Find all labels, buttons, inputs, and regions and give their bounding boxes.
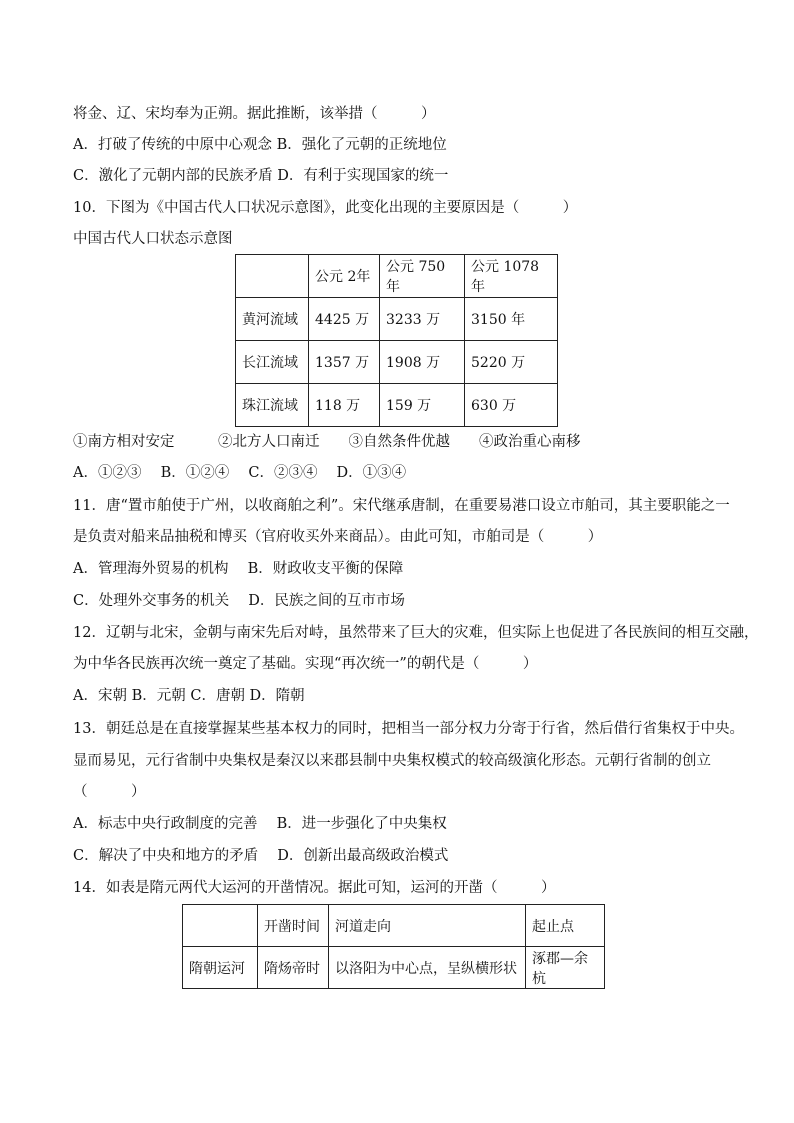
option-line: C．激化了元朝内部的民族矛盾 D．有利于实现国家的统一 bbox=[73, 168, 449, 184]
table-cell: 1357 万 bbox=[309, 341, 380, 384]
table-cell: 黄河流域 bbox=[236, 298, 309, 341]
option-statements: ①南方相对安定 ②北方人口南迁 ③自然条件优越 ④政治重心南移 bbox=[73, 434, 581, 450]
table-cell bbox=[183, 905, 258, 947]
table-cell: 118 万 bbox=[309, 384, 380, 427]
table-row bbox=[183, 947, 605, 989]
text-line: 将金、辽、宋均奉为正朔。据此推断，该举措（ ） bbox=[73, 106, 436, 122]
table-cell: 3150 年 bbox=[465, 298, 558, 341]
table-cell: 开凿时间 bbox=[258, 905, 329, 947]
table-cell: 以洛阳为中心点，呈纵横形状 bbox=[329, 947, 526, 989]
text-line: 显而易见，元行省制中央集权是秦汉以来郡县制中央集权模式的较高级演化形态。元朝行省制的创立 bbox=[73, 753, 711, 769]
table-cell: 159 万 bbox=[380, 384, 465, 427]
table-cell: 1908 万 bbox=[380, 341, 465, 384]
answer-blank: （ ） bbox=[73, 784, 146, 800]
option-line: A．管理海外贸易的机构 B．财政收支平衡的保障 bbox=[73, 561, 404, 577]
table-header-row bbox=[236, 255, 558, 298]
option-line: A．标志中央行政制度的完善 B．进一步强化了中央集权 bbox=[73, 816, 447, 832]
table-cell: 长江流域 bbox=[236, 341, 309, 384]
question-13: 13．朝廷总是在直接掌握某些基本权力的同时，把相当一部分权力分寄于行省，然后借行省集权于中央。 bbox=[73, 721, 744, 737]
table-cell: 4425 万 bbox=[309, 298, 380, 341]
option-line: A．宋朝 B．元朝 C．唐朝 D．隋朝 bbox=[73, 688, 305, 704]
option-line: C．处理外交事务的机关 D．民族之间的互市市场 bbox=[73, 593, 405, 609]
table-cell: 630 万 bbox=[465, 384, 558, 427]
table-cell: 公元 1078 年 bbox=[465, 255, 558, 298]
question-14: 14．如表是隋元两代大运河的开凿情况。据此可知，运河的开凿（ ） bbox=[73, 880, 556, 896]
table-cell: 隋炀帝时 bbox=[258, 947, 329, 989]
table-row bbox=[236, 298, 558, 341]
table-cell: 河道走向 bbox=[329, 905, 526, 947]
table-cell: 珠江流域 bbox=[236, 384, 309, 427]
table-cell: 公元 750 年 bbox=[380, 255, 465, 298]
question-10: 10．下图为《中国古代人口状况示意图》，此变化出现的主要原因是（ ） bbox=[73, 200, 578, 216]
table-cell: 3233 万 bbox=[380, 298, 465, 341]
table-row bbox=[236, 384, 558, 427]
canal-table bbox=[182, 904, 605, 989]
table-cell: 起止点 bbox=[526, 905, 605, 947]
option-line: C．解决了中央和地方的矛盾 D．创新出最高级政治模式 bbox=[73, 848, 449, 864]
table-cell: 隋朝运河 bbox=[183, 947, 258, 989]
option-line: A．打破了传统的中原中心观念 B．强化了元朝的正统地位 bbox=[73, 137, 447, 153]
text-line: 是负责对船来品抽税和博买（官府收买外来商品）。由此可知，市舶司是（ ） bbox=[73, 529, 603, 545]
option-line: A．①②③ B．①②④ C．②③④ D．①③④ bbox=[73, 465, 407, 481]
question-12: 12．辽朝与北宋，金朝与南宋先后对峙，虽然带来了巨大的灾难，但实际上也促进了各民族间的相互交融， bbox=[73, 625, 759, 641]
text-line: 为中华各民族再次统一奠定了基础。实现“再次统一”的朝代是（ ） bbox=[73, 656, 538, 672]
table-cell: 5220 万 bbox=[465, 341, 558, 384]
table-row bbox=[236, 341, 558, 384]
table-cell: 公元 2年 bbox=[309, 255, 380, 298]
table-cell bbox=[236, 255, 309, 298]
population-table bbox=[235, 254, 558, 427]
table-header-row bbox=[183, 905, 605, 947]
table-caption: 中国古代人口状态示意图 bbox=[73, 231, 233, 247]
question-11: 11．唐“置市舶使于广州，以收商舶之利”。宋代继承唐制，在重要易港口设立市舶司，其主要职能之一 bbox=[73, 498, 730, 514]
table-cell: 涿郡—余杭 bbox=[526, 947, 605, 989]
